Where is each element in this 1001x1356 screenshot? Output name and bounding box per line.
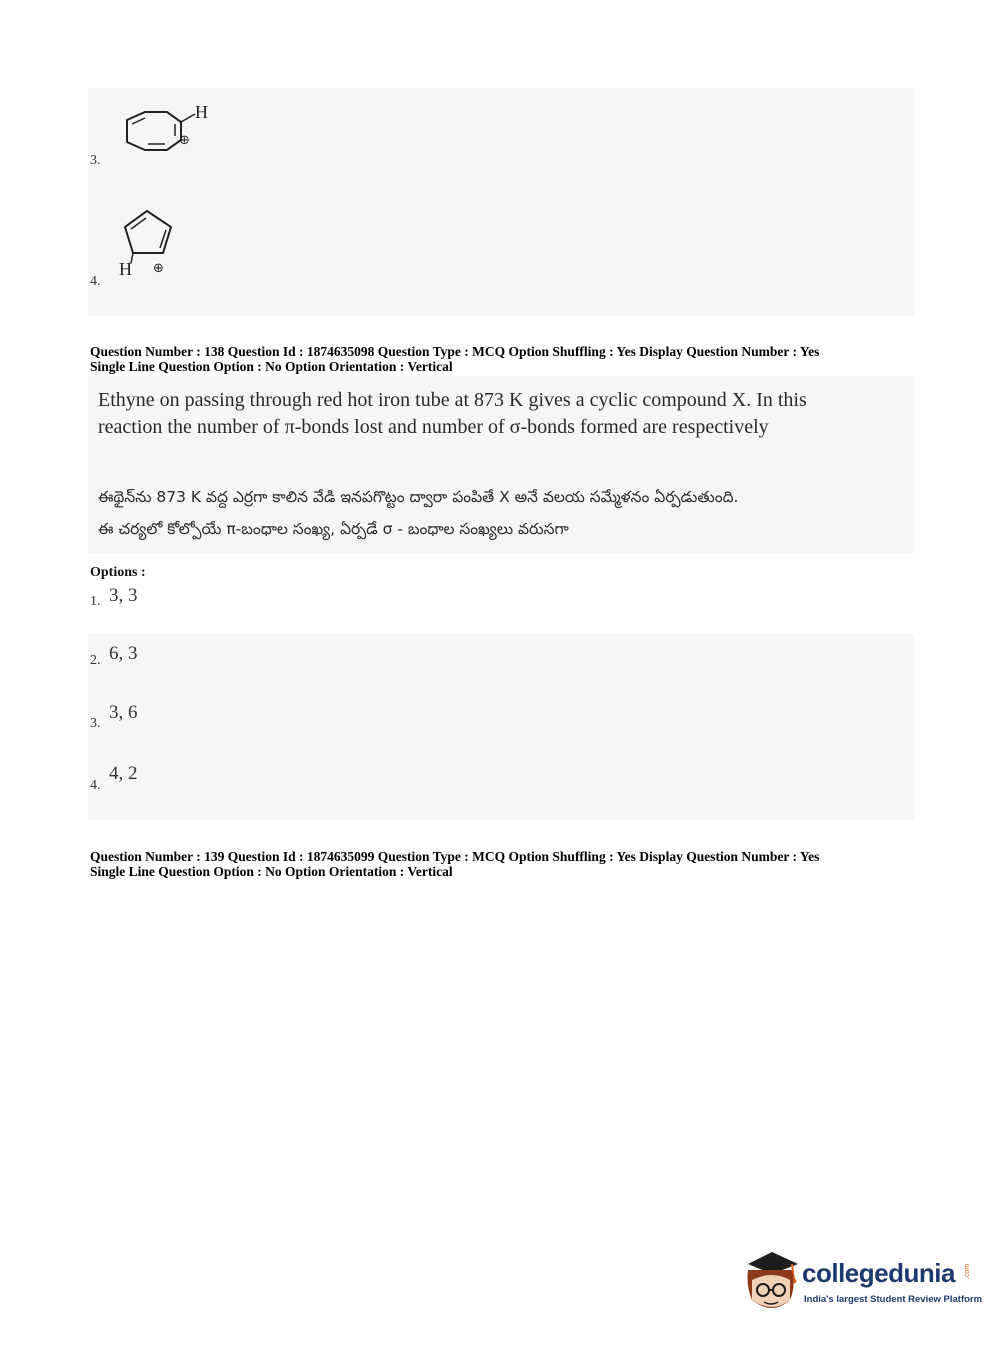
meta-line: Single Line Question Option : No Option Orientation : Vertical — [90, 359, 453, 374]
meta-line: Question Number : 139 Question Id : 1874635099 Question Type : MCQ Option Shuffling : Yes Display Question Number : Yes — [90, 849, 820, 864]
cycloheptatrienyl-cation-structure — [115, 98, 225, 163]
prev-option-number: 3. — [90, 153, 101, 168]
option-number: 4. — [90, 778, 101, 793]
question-text-english: Ethyne on passing through red hot iron tube at 873 K gives a cyclic compound X. In this reaction the number of π-bonds lost and number of σ-bonds formed are respectively — [98, 389, 807, 438]
hydrogen-label: H — [119, 259, 132, 279]
meta-line: Single Line Question Option : No Option Orientation : Vertical — [90, 864, 453, 879]
hydrogen-label: H — [195, 102, 208, 122]
positive-charge-icon: ⊕ — [179, 133, 190, 148]
option-number: 1. — [90, 594, 101, 609]
collegedunia-logo — [742, 1250, 983, 1320]
option-value: 4, 2 — [109, 763, 138, 784]
option-value: 3, 3 — [109, 585, 138, 606]
option-value: 6, 3 — [109, 643, 138, 664]
option-value: 3, 6 — [109, 702, 138, 723]
meta-line: Question Number : 138 Question Id : 1874635098 Question Type : MCQ Option Shuffling : Yes Display Question Number : Yes — [90, 344, 820, 359]
options-block — [88, 634, 914, 820]
logo-tagline: India's largest Student Review Platform — [804, 1294, 983, 1305]
question-138-meta — [90, 344, 930, 374]
question-139-meta — [90, 849, 930, 879]
logo-suffix: .com — [964, 1263, 972, 1280]
mascot-icon — [742, 1250, 802, 1320]
option-number: 3. — [90, 716, 101, 731]
positive-charge-icon: ⊕ — [153, 261, 164, 276]
options-label: Options : — [90, 565, 146, 580]
prev-option-number: 4. — [90, 274, 101, 289]
logo-text: collegedunia — [802, 1258, 955, 1288]
option-number: 2. — [90, 653, 101, 668]
question-text-telugu: ఈథైన్‌ను 873 K వద్ద ఎర్రగా కాలిన వేడి ఇనపగొట్టం ద్వారా పంపితే X అనే వలయ సమ్మేళనం ఏర్పడుతుంది. ఈ చర్యలో కోల్పోయే π-బంధాల సంఖ్య, ఏర్పడే σ - బంధాల సంఖ్యలు వరుసగా — [98, 488, 739, 538]
cyclopentadienyl-cation-structure — [115, 205, 195, 280]
